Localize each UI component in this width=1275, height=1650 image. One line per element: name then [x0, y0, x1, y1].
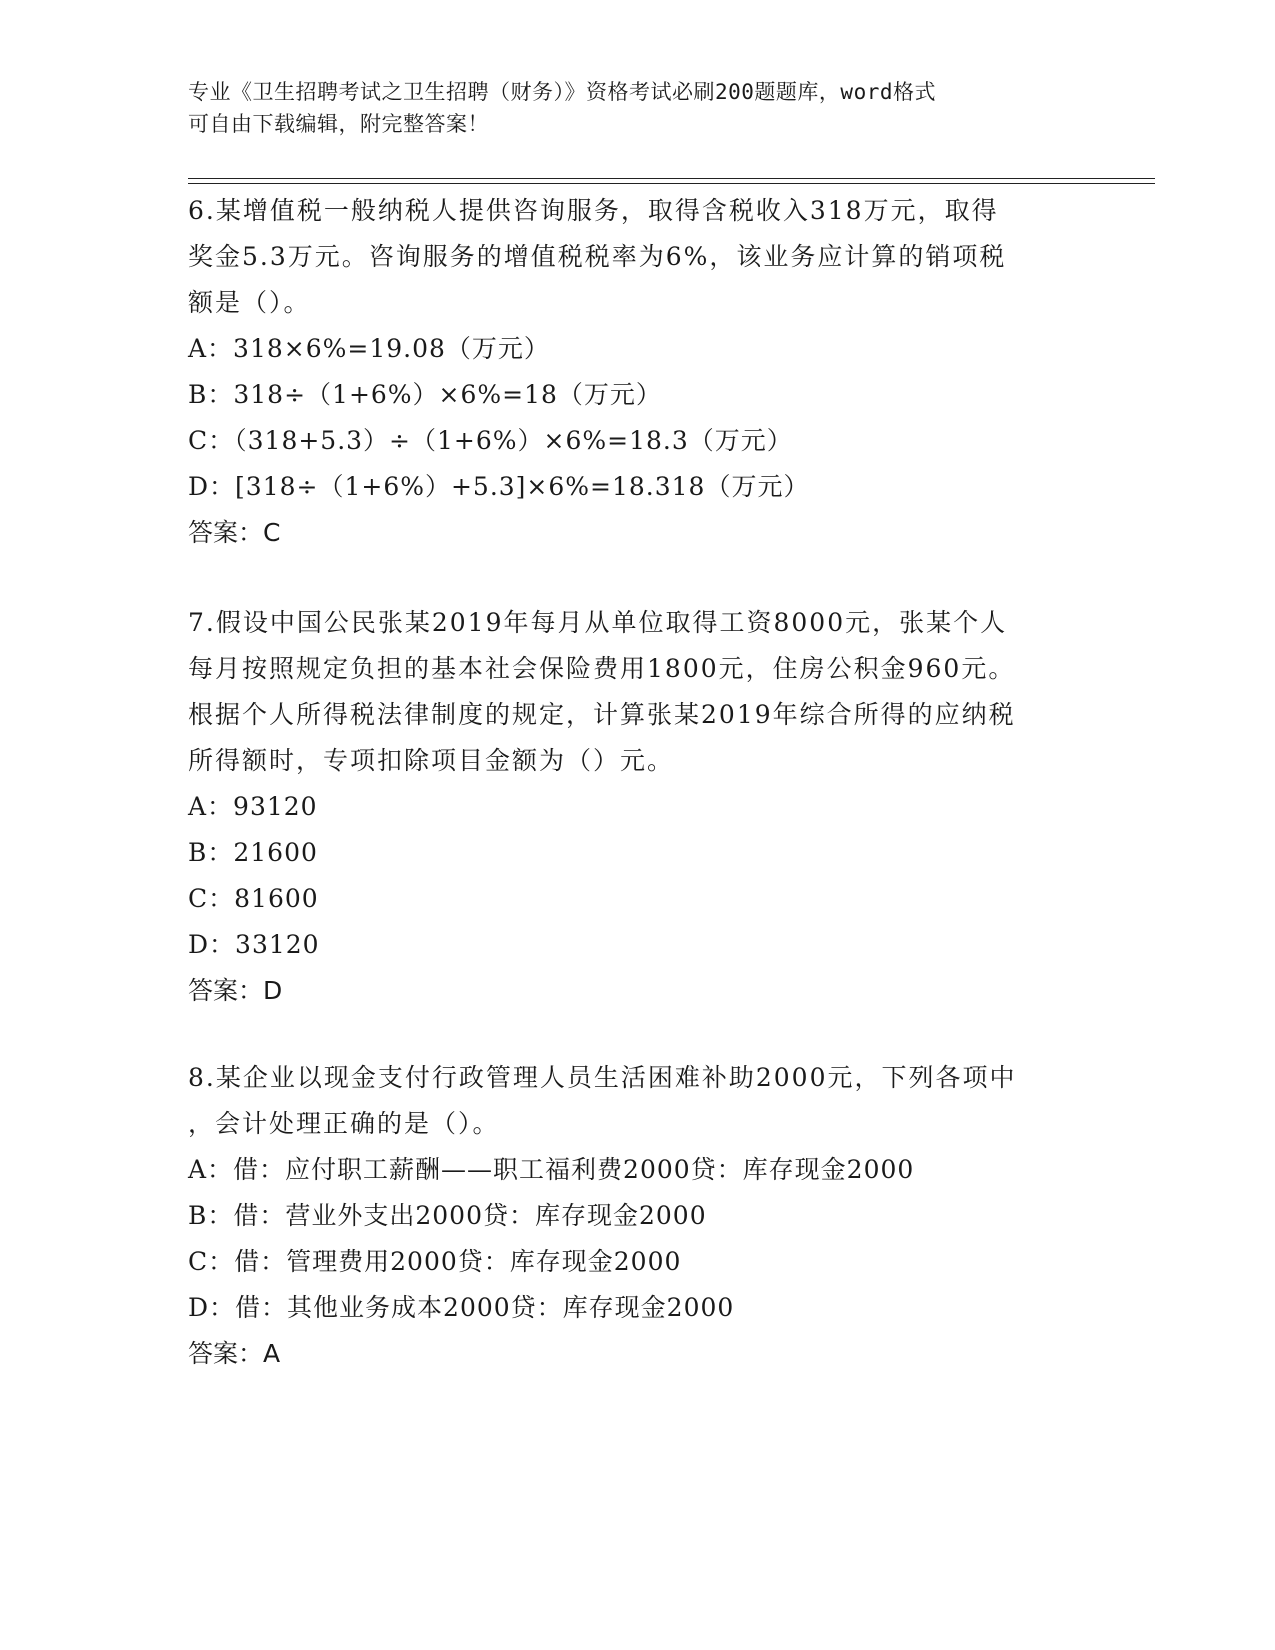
- question-6: [188, 188, 1088, 556]
- question-7: [188, 600, 1088, 1014]
- header-divider: [188, 183, 1155, 184]
- answer-label: 答案：A: [188, 1339, 281, 1368]
- stem-line: 所得额时，专项扣除项目金额为（）元。: [188, 746, 675, 775]
- header-line: 可自由下载编辑，附完整答案！: [188, 112, 489, 136]
- stem-line: ，会计处理正确的是（）。: [188, 1109, 500, 1138]
- question-stem: [188, 188, 1088, 326]
- stem-line: 额是（）。: [188, 288, 311, 317]
- document-header: [188, 76, 1088, 140]
- option-b: B：21600: [188, 838, 318, 867]
- option-d: D：借：其他业务成本2000贷：库存现金2000: [188, 1293, 735, 1322]
- question-stem: [188, 1055, 1088, 1147]
- stem-line: 6.某增值税一般纳税人提供咨询服务，取得含税收入318万元，取得: [188, 196, 999, 225]
- stem-line: 8.某企业以现金支付行政管理人员生活困难补助2000元，下列各项中: [188, 1063, 1017, 1092]
- option-a: A：借：应付职工薪酬——职工福利费2000贷：库存现金2000: [188, 1155, 915, 1184]
- stem-line: 奖金5.3万元。咨询服务的增值税税率为6%，该业务应计算的销项税: [188, 242, 1007, 271]
- stem-line: 每月按照规定负担的基本社会保险费用1800元，住房公积金960元。: [188, 654, 1016, 683]
- answer-label: 答案：D: [188, 976, 283, 1005]
- stem-line: 根据个人所得税法律制度的规定，计算张某2019年综合所得的应纳税: [188, 700, 1016, 729]
- option-b: B：318÷（1+6%）×6%=18（万元）: [188, 380, 662, 409]
- option-d: D：[318÷（1+6%）+5.3]×6%=18.318（万元）: [188, 472, 810, 501]
- question-8: [188, 1055, 1088, 1377]
- answer-label: 答案：C: [188, 518, 281, 547]
- question-stem: [188, 600, 1088, 784]
- option-c: C：借：管理费用2000贷：库存现金2000: [188, 1247, 682, 1276]
- option-b: B：借：营业外支出2000贷：库存现金2000: [188, 1201, 707, 1230]
- header-divider: [188, 178, 1155, 179]
- option-c: C：81600: [188, 884, 319, 913]
- stem-line: 7.假设中国公民张某2019年每月从单位取得工资8000元，张某个人: [188, 608, 1008, 637]
- option-d: D：33120: [188, 930, 320, 959]
- header-line: 专业《卫生招聘考试之卫生招聘（财务）》资格考试必刷200题题库，word格式: [188, 80, 936, 104]
- option-a: A：318×6%=19.08（万元）: [188, 334, 550, 363]
- option-a: A：93120: [188, 792, 318, 821]
- option-c: C：（318+5.3）÷（1+6%）×6%=18.3（万元）: [188, 426, 793, 455]
